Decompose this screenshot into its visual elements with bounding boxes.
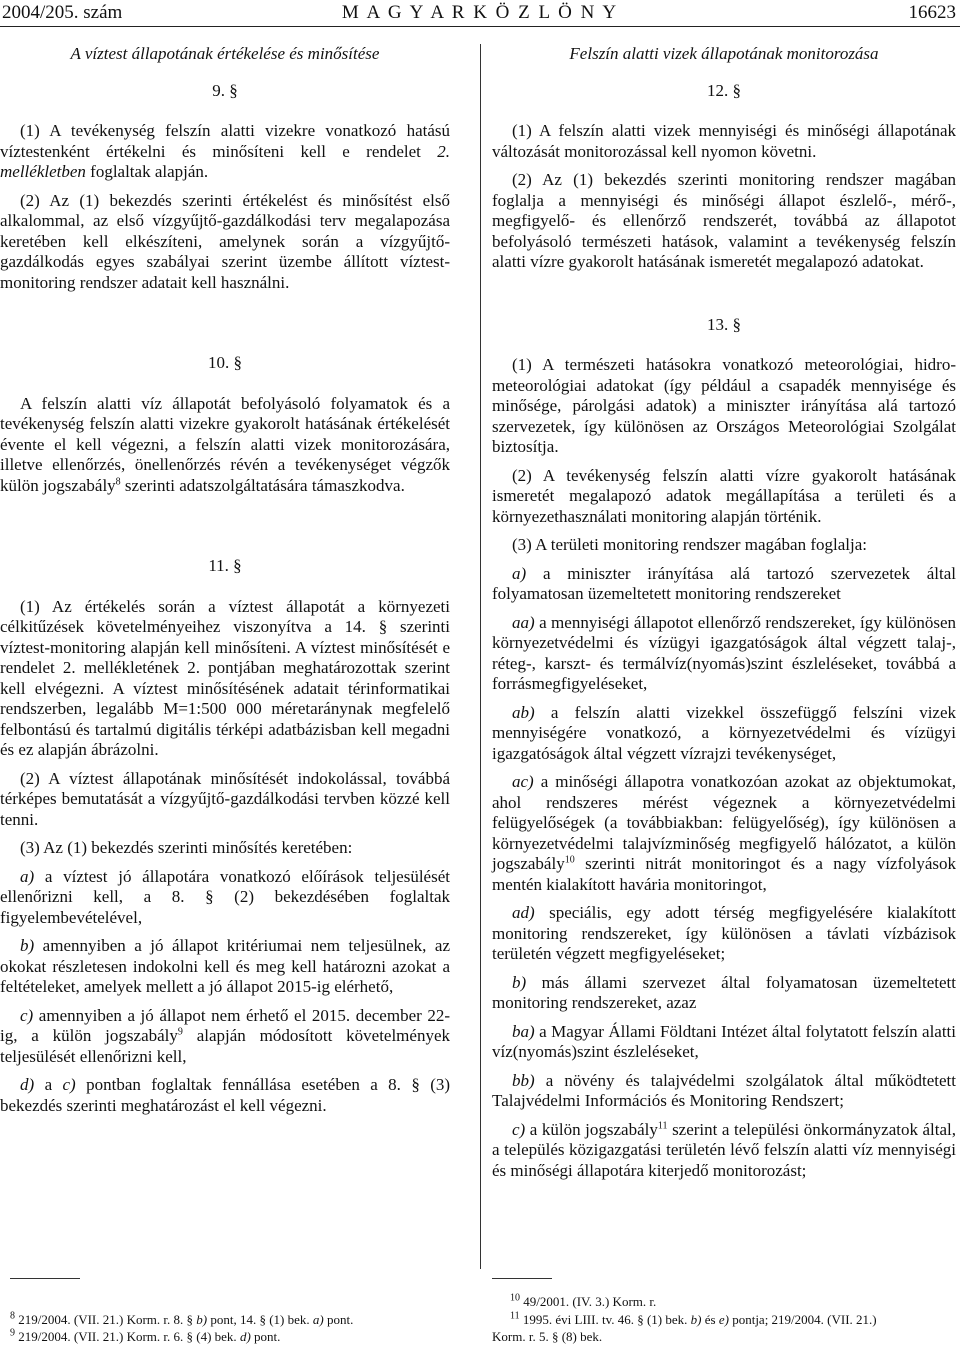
paragraph-11-2: (2) A víztest állapotának minősítését indokolással, továbbá térképes bemutatását a vízgyűjtő-gazdálkodási tervben közzé kell tenni. [0,768,450,829]
footnote-rule-right [492,1278,552,1279]
paragraph-10-number: 10. § [208,353,242,372]
footnote-rule-left [10,1278,80,1279]
point-11-b: b) amennyiben a jó állapot kritériumai nem teljesülnek, az okokat részletesen indokolni kell és meg kell határozni azokat a feltételeket, amelyek mellett a jó állapot 2015-ig elérhető, [0,936,450,996]
point-13-ad: ad) speciális, egy adott térség megfigyelésére kialakított monitoring rendszereket, így különösen a távlati vízbázisok területén végzett megfigyeléseket; [492,903,957,963]
paragraph-13-number: 13. § [707,314,741,334]
paragraph-11-3: (3) Az (1) bekezdés szerinti minősítés keretében: [20,838,353,857]
point-13-b: b) más állami szervezet által folyamatosan üzemeltetett monitoring rendszereket, azaz [492,972,956,1012]
point-13-ba: ba) a Magyar Állami Földtani Intézet által folytatott felszín alatti víz(nyomás)szint észleléseket, [492,1021,957,1061]
footnote-11: $^{11}$ 1995. évi LIII. tv. 46. § (1) bek. b) és e) pontja; 219/2004. (VII. 21.) [510,1310,877,1327]
point-11-a: a) a víztest jó állapotára vonatkozó előírások teljesülését ellenőrizni kell, a 8. § (2) bekezdésében foglaltak figyelembevételével, [0,866,450,927]
paragraph-11-number: 11. § [208,556,242,575]
header-rule [0,26,960,27]
page-header [0,0,960,28]
paragraph-12-1: (1) A felszín alatti vizek mennyiségi és minőségi állapotának változását monitorozással kell nyomon követni. [492,121,956,161]
page-number: 16623 [908,2,956,23]
issue-number: 2004/205. szám [2,2,123,23]
paragraph-13-1: (1) A természeti hatásokra vonatkozó meteorológiai, hidro-meteorológiai adatokat (így például a csapadék mennyisége és minősége, párolgási adatok) a miniszter irányítása alá tartozó szervezetek, így különösen az Országos Meteorológiai Szolgálat biztosítja. [492,355,956,456]
footnote-9: $^9$ 219/2004. (VII. 21.) Korm. r. 6. § (4) bek. d) pont. [10,1327,281,1344]
footnote-10: $^{10}$ 49/2001. (IV. 3.) Korm. r. [510,1292,657,1309]
paragraph-9-1: (1) A tevékenység felszín alatti vizekre vonatkozó hatású víztestenként értékelni és minősíteni kell e rendelet 2. mellékletben foglaltak alapján. [0,121,450,181]
paragraph-12-2: (2) Az (1) bekezdés szerinti monitoring rendszer magában foglalja a mennyiségi és minőségi állapot észlelő-, mérő-, megfigyelő- és ellenőrző rendszerét, továbbá az állapotot befolyásoló természeti hatások, valamint a tevékenység felszín alatti vízre gyakorolt hatásának ismeretét megalapozó adatokat. [492,170,956,271]
footnote-8: $^8$ 219/2004. (VII. 21.) Korm. r. 8. § b) pont, 14. § (1) bek. a) pont. [10,1310,354,1327]
paragraph-10-text: A felszín alatti víz állapotát befolyásoló folyamatok és a tevékenység felszín alatti vizekre gyakorolt hatásának értékelését évente el kell végezni, a felszín alatti vizek monitorozására, illetve ellenőrzés, önellenőrzés révén a tevékenységet végzők külön jogszabály$^8$ szerinti adatszolgáltatására támaszkodva. [0,393,450,495]
point-13-a: a) a miniszter irányítása alá tartozó szervezetek által folyamatosan üzemeltetett monitoring rendszereket [492,563,957,603]
point-13-c: c) a külön jogszabály$^{11}$ szerint a települési önkormányzatok által, a település közigazgatási területén lévő felszín alatti víz mennyiségi és minőségi állapotára kiterjedő monitorozást; [492,1119,957,1180]
section-title-right: Felszín alatti vizek állapotának monitorozása [569,44,879,63]
column-divider [480,44,481,1269]
footnote-11-line2: Korm. r. 5. § (8) bek. [492,1329,603,1344]
section-title-left: A víztest állapotának értékelése és minősítése [70,44,380,63]
point-11-c: c) amennyiben a jó állapot nem érhető el 2015. december 22-ig, a külön jogszabály$^9$ alapján módosított követelmények teljesülését ellenőrizni kell, [0,1005,451,1066]
paragraph-13-3: (3) A területi monitoring rendszer magában foglalja: [512,535,867,554]
point-13-ac: ac) a minőségi állapotra vonatkozóan azokat az objektumokat, ahol rendszeres mérést végeznek a környezetvédelmi felügyelőségek (a továbbiakban: felügyelőség), így különösen a környezetvédelmi talajvízminőség megfigyelő hálózatot, a külön jogszabály$^{10}$ szerinti nitrát monitoringot és a nagy vízfolyások mentén kialakított havária monitoringot, [492,772,957,894]
point-11-d: d) a c) pontban foglaltak fennállása esetében a 8. § (3) bekezdés szerinti meghatározást el kell végezni. [0,1075,451,1115]
paragraph-9-number: 9. § [212,80,238,100]
point-13-bb: bb) a növény és talajvédelmi szolgálatok által működtetett Talajvédelmi Információs és Monitoring Rendszert; [492,1070,956,1110]
paragraph-11-1: (1) Az értékelés során a víztest állapotát a környezeti célkitűzések követelményeihez viszonyítva a 14. § szerinti víztest-monitoring alapján kell minősíteni. A víztest minősítését e rendelet 2. mellékletének 2. pontjában meghatározottak szerint kell elvégezni. A víztest minősítésének adatait térinformatikai rendszerben, legalább M=1:500 000 méretaránynak megfelelő felbontású és tartalmú digitális térképi adatbázisban kell megadni és ez alapján ábrázolni. [0,596,450,759]
journal-title: M A G Y A R K Ö Z L Ö N Y [341,2,619,23]
right-column [492,44,956,1189]
paragraph-13-2: (2) A tevékenység felszín alatti vízre gyakorolt hatásának ismeretét megalapozó adatok megállapítása a területi és a környezethasználati monitoring alapján történik. [492,465,956,526]
paragraph-12-number: 12. § [707,80,741,100]
point-13-aa: aa) a mennyiségi állapotot ellenőrző rendszereket, így különösen környezetvédelmi és vízügyi igazgatóságok által végzett talaj-, réteg-, karszt- és termálvíz(nyomás)szint észleléseket, továbbá a forrásmegfigyeléseket, [492,612,956,693]
left-column [0,44,450,1124]
point-13-ab: ab) a felszín alatti vizekkel összefüggő felszíni vizek mennyiségére vonatkozó, a környezetvédelmi és vízügyi igazgatóságok által végzett vízrajzi tevékenységet, [492,702,957,763]
paragraph-9-2: (2) Az (1) bekezdés szerinti értékelést és minősítést első alkalommal, az első vízgyűjtő-gazdálkodási terv megalapozása keretében kell elkészíteni, amelynek során a vízgyűjtő-gazdálkodás egyes szabályai szerint üzembe állított víztest-monitoring rendszer adatait kell használni. [0,190,450,292]
